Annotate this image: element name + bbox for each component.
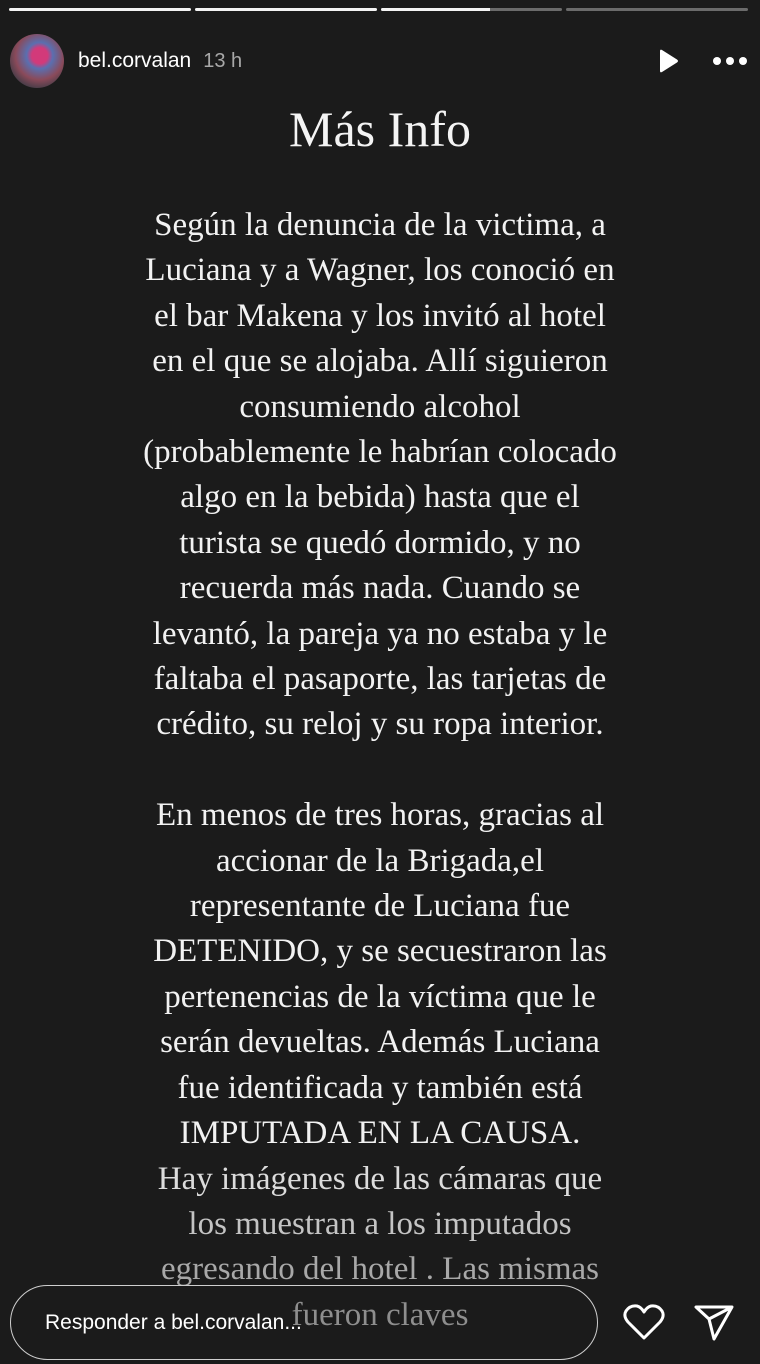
play-icon	[656, 48, 680, 74]
text-line: serán devueltas. Además Luciana	[160, 1024, 600, 1061]
text-line: accionar de la Brigada,el	[216, 842, 544, 879]
text-line: levantó, la pareja ya no estaba y le	[152, 615, 608, 652]
more-button[interactable]	[710, 41, 750, 81]
text-line: IMPUTADA EN LA CAUSA.	[179, 1115, 581, 1152]
like-button[interactable]	[622, 1302, 666, 1347]
story-progress	[9, 8, 748, 11]
text-line: Hay imágenes de las cámaras que	[157, 1160, 603, 1197]
avatar[interactable]	[10, 34, 64, 88]
story-header	[10, 34, 750, 88]
reply-placeholder: Responder a bel.corvalan...	[45, 1310, 302, 1334]
text-line: en el que se alojaba. Allí siguieron	[152, 343, 608, 380]
play-button[interactable]	[648, 41, 688, 81]
text-line: egresando del hotel . Las mismas	[160, 1251, 600, 1288]
progress-segment	[195, 8, 377, 11]
share-button[interactable]	[692, 1302, 736, 1347]
text-line: el bar Makena y los invitó al hotel	[154, 297, 606, 334]
progress-segment	[9, 8, 191, 11]
text-line: pertenencias de la víctima que le	[164, 978, 596, 1015]
username[interactable]: bel.corvalan	[78, 49, 192, 72]
story-title: Más Info	[289, 101, 471, 157]
text-line: faltaba el pasaporte, las tarjetas de	[153, 661, 607, 698]
text-line: (probablemente le habrían colocado	[143, 434, 617, 471]
text-line: algo en la bebida) hasta que el	[180, 479, 580, 516]
paragraph-1	[0, 203, 760, 748]
text-line: Según la denuncia de la victima, a	[154, 207, 606, 243]
text-line: consumiendo alcohol	[239, 388, 521, 425]
text-line: crédito, su reloj y su ropa interior.	[156, 706, 604, 743]
send-icon	[692, 1302, 736, 1342]
text-line: los muestran a los imputados	[188, 1205, 572, 1242]
progress-segment	[381, 8, 563, 11]
text-line: Luciana y a Wagner, los conoció en	[145, 252, 615, 289]
heart-icon	[622, 1302, 666, 1342]
progress-segment	[566, 8, 748, 11]
text-line: En menos de tres horas, gracias al	[155, 797, 605, 834]
paragraph-2	[0, 793, 760, 1338]
text-line: DETENIDO, y se secuestraron las	[153, 933, 607, 970]
text-line: recuerda más nada. Cuando se	[179, 570, 581, 607]
story-text	[0, 203, 760, 1338]
text-line: representante de Luciana fue	[189, 888, 571, 925]
reply-input[interactable]	[10, 1285, 598, 1360]
timestamp: 13 h	[203, 49, 243, 72]
text-line: fueron claves	[291, 1296, 469, 1333]
text-line: fue identificada y también está	[177, 1069, 583, 1106]
more-icon	[712, 56, 748, 66]
text-line: turista se quedó dormido, y no	[179, 524, 581, 561]
